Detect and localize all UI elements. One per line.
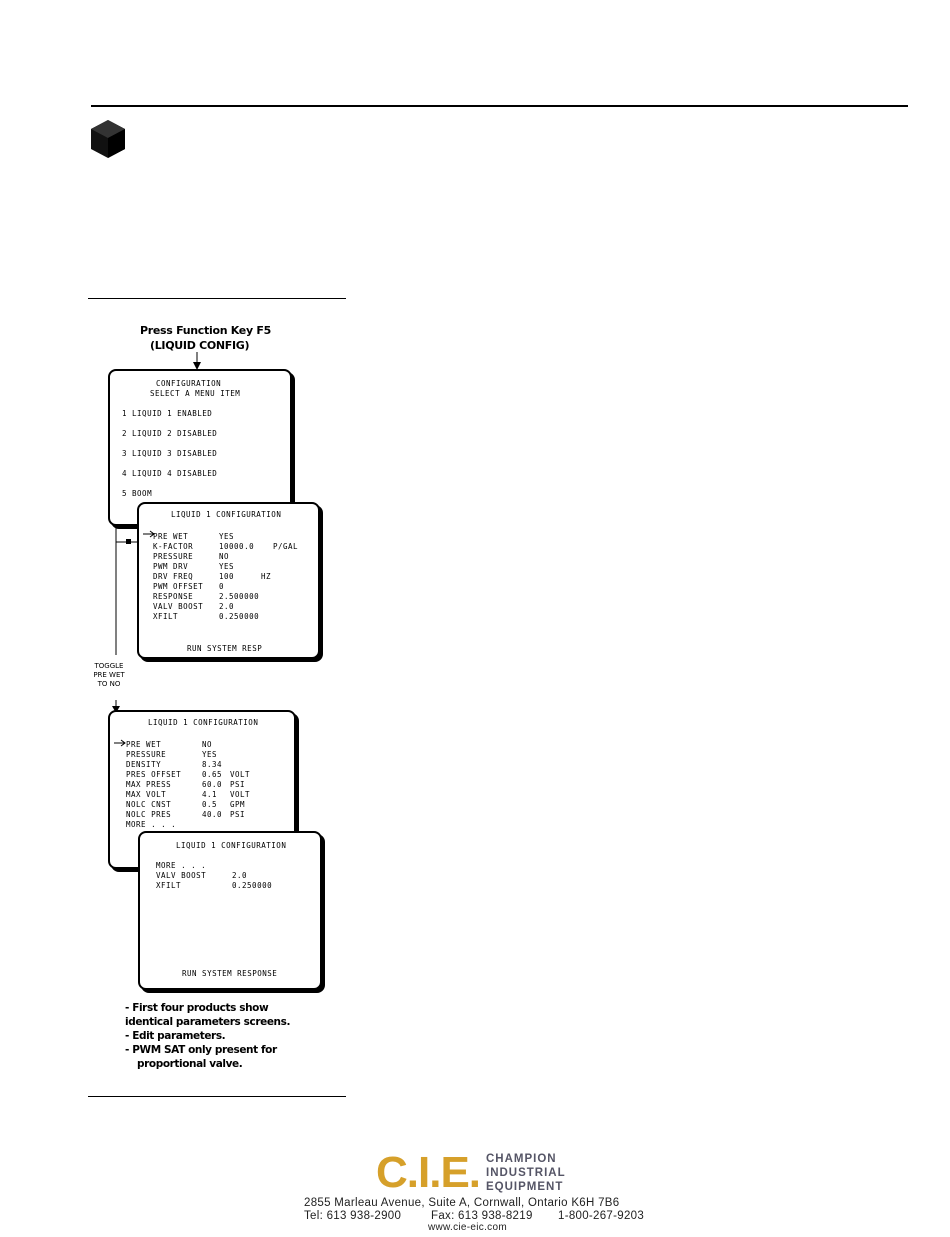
cie-logo-text: C.I.E. [376,1148,481,1197]
param-label[interactable]: PRE WET [153,532,189,541]
param-label[interactable]: PRE WET [126,740,162,749]
param-value: 0.5 [202,800,218,809]
param-label[interactable]: XFILT [153,612,179,621]
param-value: NO [219,552,230,561]
param-unit: P/GAL [273,542,299,551]
footer-tel: Tel: 613 938-2900 [304,1210,402,1222]
liquid-1-config-screen [137,502,320,659]
param-label[interactable]: PRESSURE [126,750,167,759]
param-label[interactable]: NOLC CNST [126,800,172,809]
menu-item-liquid-3[interactable]: 3 LIQUID 3 DISABLED [122,449,218,458]
param-label[interactable]: RESPONSE [153,592,194,601]
param-value: YES [219,532,235,541]
note-1-line-2: identical parameters screens. [125,1016,291,1028]
liquid-1-config-screen-more [138,831,322,990]
param-label[interactable]: PWM DRV [153,562,189,571]
more-item[interactable]: MORE . . . [156,861,207,870]
param-label[interactable]: NOLC PRES [126,810,172,819]
run-system-resp-softkey[interactable]: RUN SYSTEM RESP [187,644,263,653]
param-value: YES [202,750,218,759]
param-label[interactable]: PRES OFFSET [126,770,182,779]
param-value: 40.0 [202,810,223,819]
param-value: 8.34 [202,760,223,769]
note-3-line-2: proportional valve. [137,1058,243,1070]
toggle-note-line-1: TOGGLE [94,662,124,670]
toggle-note-line-2: PRE WET [93,671,125,679]
param-unit: PSI [230,780,246,789]
param-value: 0.250000 [232,881,273,890]
param-label[interactable]: DENSITY [126,760,162,769]
param-value: 100 [219,572,235,581]
brand-line-3: EQUIPMENT [486,1181,564,1193]
brand-line-1: CHAMPION [486,1153,557,1165]
param-value: NO [202,740,213,749]
param-unit: HZ [261,572,272,581]
param-value: 60.0 [202,780,223,789]
param-label[interactable]: PWM OFFSET [153,582,204,591]
menu-item-liquid-1[interactable]: 1 LIQUID 1 ENABLED [122,409,213,418]
param-value: 2.500000 [219,592,260,601]
param-unit: VOLT [230,790,251,799]
prompt-line-1: Press Function Key F5 [140,324,271,337]
brand-line-2: INDUSTRIAL [486,1167,566,1179]
selection-arrow-icon [114,739,126,747]
menu-item-boom[interactable]: 5 BOOM [122,489,153,498]
param-label[interactable]: XFILT [156,881,182,890]
param-unit: VOLT [230,770,251,779]
param-value: 10000.0 [219,542,255,551]
note-3-line-1: - PWM SAT only present for [125,1044,277,1056]
param-label[interactable]: K-FACTOR [153,542,194,551]
param-unit: GPM [230,800,246,809]
param-value: 0 [219,582,225,591]
prompt-line-2: (LIQUID CONFIG) [150,339,250,352]
param-label[interactable]: MAX PRESS [126,780,172,789]
run-system-response-softkey[interactable]: RUN SYSTEM RESPONSE [182,969,278,978]
cie-logo [376,1150,480,1196]
footer-address: 2855 Marleau Avenue, Suite A, Cornwall, Ontario K6H 7B6 [304,1197,620,1209]
screen-title: LIQUID 1 CONFIGURATION [176,841,287,850]
brand-name [486,1152,566,1194]
menu-item-liquid-2[interactable]: 2 LIQUID 2 DISABLED [122,429,218,438]
screen-title: LIQUID 1 CONFIGURATION [171,510,282,519]
param-label[interactable]: VALV BOOST [156,871,207,880]
param-value: 2.0 [232,871,248,880]
config-menu-subtitle: SELECT A MENU ITEM [150,389,241,398]
param-label[interactable]: MAX VOLT [126,790,167,799]
footer-fax: Fax: 613 938-8219 [431,1210,533,1222]
param-label[interactable]: PRESSURE [153,552,194,561]
param-value: YES [219,562,235,571]
toggle-note-line-3: TO NO [97,680,121,688]
note-2: - Edit parameters. [125,1030,226,1042]
param-label[interactable]: DRV FREQ [153,572,194,581]
param-value: 2.0 [219,602,235,611]
param-value: 0.65 [202,770,223,779]
param-label[interactable]: VALV BOOST [153,602,204,611]
menu-item-liquid-4[interactable]: 4 LIQUID 4 DISABLED [122,469,218,478]
param-value: 4.1 [202,790,218,799]
param-value: 0.250000 [219,612,260,621]
footer-website[interactable]: www.cie-eic.com [428,1222,507,1233]
more-item[interactable]: MORE . . . [126,820,177,829]
footer-tollfree: 1-800-267-9203 [558,1210,645,1222]
note-1-line-1: - First four products show [125,1002,269,1014]
config-menu-title: CONFIGURATION [156,379,222,388]
param-unit: PSI [230,810,246,819]
screen-title: LIQUID 1 CONFIGURATION [148,718,259,727]
